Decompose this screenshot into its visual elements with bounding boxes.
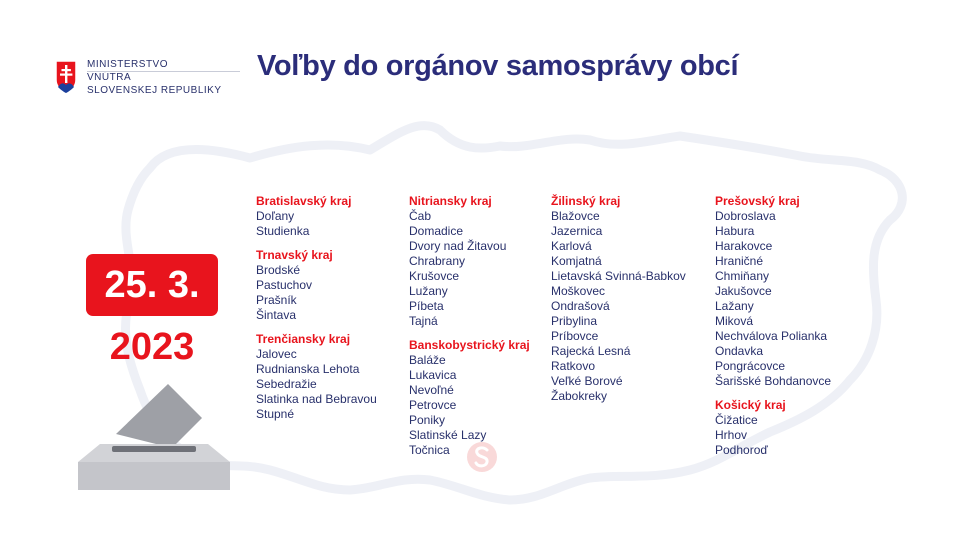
ministry-line-2: VNÚTRA — [87, 72, 132, 83]
region-column-3 — [551, 194, 686, 413]
town-item: Komjatná — [551, 254, 602, 268]
town-item: Rudnianska Lehota — [256, 362, 360, 376]
town-item: Hrhov — [715, 428, 748, 442]
region-name: Bratislavský kraj — [256, 194, 352, 208]
region-presovsky — [715, 194, 831, 389]
ministry-logo — [55, 58, 245, 100]
town-item: Dobroslava — [715, 209, 776, 223]
region-column-4 — [715, 194, 831, 467]
ministry-line-3: SLOVENSKEJ REPUBLIKY — [87, 85, 222, 96]
town-item: Karlová — [551, 239, 592, 253]
town-item: Čižatice — [715, 413, 758, 427]
town-item: Poniky — [409, 413, 446, 427]
region-name: Banskobystrický kraj — [409, 338, 530, 352]
election-date-badge: 25. 3. — [86, 254, 218, 316]
town-item: Krušovce — [409, 269, 460, 283]
region-name: Košický kraj — [715, 398, 786, 412]
town-item: Petrovce — [409, 398, 457, 412]
region-name: Prešovský kraj — [715, 194, 800, 208]
logo-divider — [87, 71, 240, 72]
region-nitriansky — [409, 194, 530, 329]
town-item: Slatinské Lazy — [409, 428, 487, 442]
town-item: Lažany — [715, 299, 754, 313]
ballot-box-icon — [72, 382, 234, 492]
town-item: Chmiňany — [715, 269, 770, 283]
town-item: Šarišské Bohdanovce — [715, 374, 832, 388]
ministry-line-1: MINISTERSTVO — [87, 59, 169, 70]
town-item: Podhoroď — [715, 443, 768, 457]
ministry-name — [87, 58, 222, 97]
region-name: Žilinský kraj — [551, 194, 621, 208]
region-column-1 — [256, 194, 377, 431]
town-item: Príbovce — [551, 329, 599, 343]
town-item: Píbeta — [409, 299, 444, 313]
town-item: Jazernica — [551, 224, 603, 238]
region-name: Trenčiansky kraj — [256, 332, 351, 346]
town-item: Chrabrany — [409, 254, 466, 268]
region-zilinsky — [551, 194, 686, 404]
town-item: Sebedražie — [256, 377, 317, 391]
town-item: Lukavica — [409, 368, 457, 382]
town-item: Doľany — [256, 209, 295, 223]
town-item: Točnica — [409, 443, 450, 457]
watermark-logo-icon — [465, 440, 499, 474]
town-item: Pribylina — [551, 314, 598, 328]
region-column-2 — [409, 194, 530, 467]
town-item: Harakovce — [715, 239, 773, 253]
coat-of-arms-icon — [55, 60, 77, 94]
town-item: Dvory nad Žitavou — [409, 239, 507, 253]
town-item: Prašník — [256, 293, 297, 307]
town-item: Čab — [409, 209, 432, 223]
town-item: Žabokreky — [551, 389, 608, 403]
town-item: Ondrašová — [551, 299, 610, 313]
town-item: Pongrácovce — [715, 359, 786, 373]
town-item: Rajecká Lesná — [551, 344, 631, 358]
town-item: Miková — [715, 314, 754, 328]
town-item: Studienka — [256, 224, 310, 238]
region-bratislavsky — [256, 194, 377, 239]
region-kosicky — [715, 398, 831, 458]
region-trnavsky — [256, 248, 377, 323]
town-item: Hraničné — [715, 254, 764, 268]
town-item: Jalovec — [256, 347, 297, 361]
town-item: Stupné — [256, 407, 295, 421]
region-name: Nitriansky kraj — [409, 194, 492, 208]
town-item: Lietavská Svinná-Babkov — [551, 269, 686, 283]
town-item: Brodské — [256, 263, 301, 277]
town-item: Blažovce — [551, 209, 600, 223]
page-title: Voľby do orgánov samosprávy obcí — [257, 50, 739, 82]
town-item: Ratkovo — [551, 359, 596, 373]
town-item: Baláže — [409, 353, 446, 367]
town-item: Moškovec — [551, 284, 606, 298]
town-item: Šintava — [256, 308, 297, 322]
election-year: 2023 — [109, 326, 195, 368]
town-item: Pastuchov — [256, 278, 313, 292]
town-item: Veľké Borové — [551, 374, 623, 388]
town-item: Nevoľné — [409, 383, 454, 397]
region-trenciansky — [256, 332, 377, 422]
town-item: Tajná — [409, 314, 438, 328]
town-item: Domadice — [409, 224, 464, 238]
town-item: Nechválova Polianka — [715, 329, 828, 343]
region-name: Trnavský kraj — [256, 248, 333, 262]
town-item: Slatinka nad Bebravou — [256, 392, 377, 406]
town-item: Lužany — [409, 284, 448, 298]
town-item: Ondavka — [715, 344, 764, 358]
town-item: Jakušovce — [715, 284, 772, 298]
town-item: Habura — [715, 224, 755, 238]
